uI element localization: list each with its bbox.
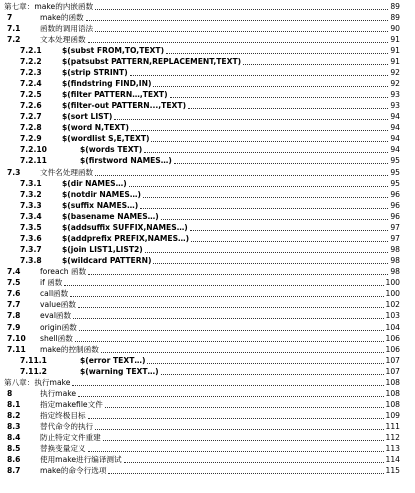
toc-entry-number: 7.11.1 xyxy=(20,355,47,365)
toc-entry-number: 7.6 xyxy=(7,289,21,299)
toc-entry-title: 第八章：执行make xyxy=(4,377,71,387)
toc-entry-number: 8.2 xyxy=(7,411,21,421)
toc-entry[interactable] xyxy=(0,100,415,111)
toc-entry[interactable] xyxy=(0,56,415,67)
toc-entry[interactable] xyxy=(0,399,415,410)
toc-entry-page: 95 xyxy=(390,156,400,166)
dot-leader xyxy=(72,385,383,386)
toc-entry[interactable] xyxy=(0,299,415,310)
dot-leader xyxy=(140,208,388,209)
toc-entry-title: $(dir NAMES…) xyxy=(62,178,127,188)
toc-entry-number: 7 xyxy=(7,12,13,22)
dot-leader xyxy=(243,64,388,65)
toc-entry[interactable] xyxy=(0,410,415,421)
toc-entry-number: 7.2.10 xyxy=(20,145,47,155)
toc-entry[interactable] xyxy=(0,233,415,244)
toc-entry-number: 8.6 xyxy=(7,455,21,465)
toc-entry-page: 108 xyxy=(385,400,400,410)
toc-entry-number: 7.11 xyxy=(7,344,26,354)
toc-entry-number: 8.5 xyxy=(7,444,21,454)
toc-entry-number: 7.3.1 xyxy=(20,178,42,188)
toc-entry-title: $(wordlist S,E,TEXT) xyxy=(62,134,150,144)
dot-leader xyxy=(161,374,384,375)
dot-leader xyxy=(161,219,389,220)
toc-entry[interactable] xyxy=(0,333,415,344)
toc-entry-page: 97 xyxy=(390,233,400,243)
toc-entry-number: 7.3.2 xyxy=(20,189,42,199)
toc-entry-page: 95 xyxy=(390,167,400,177)
toc-entry-title: 防止特定文件重建 xyxy=(40,433,101,443)
toc-entry-number: 7.3.6 xyxy=(20,233,42,243)
toc-entry-title: $(patsubst PATTERN,REPLACEMENT,TEXT) xyxy=(62,56,242,66)
toc-entry-title: $(words TEXT) xyxy=(80,145,143,155)
dot-leader xyxy=(70,296,383,297)
toc-entry-number: 8 xyxy=(7,388,13,398)
toc-entry[interactable] xyxy=(0,432,415,443)
dot-leader xyxy=(101,352,384,353)
toc-entry-page: 112 xyxy=(385,433,400,443)
toc-entry[interactable] xyxy=(0,133,415,144)
toc-entry-page: 91 xyxy=(390,45,400,55)
toc-entry-title: $(sort LIST) xyxy=(62,112,113,122)
toc-entry-number: 7.2.6 xyxy=(20,101,42,111)
dot-leader xyxy=(95,175,388,176)
dot-leader xyxy=(95,31,388,32)
toc-entry-page: 102 xyxy=(385,300,400,310)
toc-entry[interactable] xyxy=(0,277,415,288)
toc-entry-title: 文件名处理函数 xyxy=(40,167,94,177)
toc-entry[interactable] xyxy=(0,310,415,321)
dot-leader xyxy=(103,440,384,441)
dot-leader xyxy=(78,307,384,308)
toc-entry[interactable] xyxy=(0,255,415,266)
toc-entry-page: 100 xyxy=(385,278,400,288)
toc-entry-page: 103 xyxy=(385,311,400,321)
toc-entry-page: 107 xyxy=(385,366,400,376)
toc-entry-number: 7.2.1 xyxy=(20,45,42,55)
toc-entry-title: $(subst FROM,TO,TEXT) xyxy=(62,45,165,55)
dot-leader xyxy=(73,318,383,319)
toc-entry[interactable] xyxy=(0,344,415,355)
toc-entry[interactable] xyxy=(0,155,415,166)
toc-entry-page: 104 xyxy=(385,322,400,332)
dot-leader xyxy=(95,9,388,10)
toc-entry-page: 94 xyxy=(390,112,400,122)
toc-entry-title: $(suffix NAMES…) xyxy=(62,200,139,210)
toc-entry-title: $(error TEXT…) xyxy=(80,355,146,365)
toc-entry[interactable] xyxy=(0,244,415,255)
toc-entry-number: 7.3.8 xyxy=(20,256,42,266)
toc-entry-page: 93 xyxy=(390,101,400,111)
toc-entry-title: $(addprefix PREFIX,NAMES…) xyxy=(62,233,190,243)
toc-entry[interactable] xyxy=(0,167,415,178)
toc-entry-number: 8.7 xyxy=(7,466,21,476)
toc-entry[interactable] xyxy=(0,45,415,56)
dot-leader xyxy=(131,130,388,131)
toc-entry[interactable] xyxy=(0,111,415,122)
toc-entry-page: 91 xyxy=(390,56,400,66)
toc-entry[interactable] xyxy=(0,388,415,399)
toc-entry-title: $(word N,TEXT) xyxy=(62,123,129,133)
toc-entry-number: 7.1 xyxy=(7,23,21,33)
toc-entry-title: 使用make进行编译测试 xyxy=(40,455,122,465)
toc-entry-title: $(firstword NAMES…) xyxy=(80,156,172,166)
toc-entry-page: 89 xyxy=(390,12,400,22)
toc-entry-title: $(basename NAMES…) xyxy=(62,211,159,221)
toc-entry-number: 7.2.7 xyxy=(20,112,42,122)
toc-entry-title: origin函数 xyxy=(40,322,77,332)
toc-entry-title: $(filter PATTERN…,TEXT) xyxy=(62,90,168,100)
toc-entry-page: 92 xyxy=(390,78,400,88)
dot-leader xyxy=(174,163,388,164)
toc-entry-number: 7.11.2 xyxy=(20,366,47,376)
toc-entry-page: 108 xyxy=(385,388,400,398)
toc-entry-number: 7.4 xyxy=(7,267,21,277)
toc-entry-title: 替代命令的执行 xyxy=(40,422,94,432)
toc-entry[interactable] xyxy=(0,421,415,432)
toc-entry-number: 7.2 xyxy=(7,34,21,44)
toc-entry[interactable] xyxy=(0,200,415,211)
toc-entry-title: make的控制函数 xyxy=(40,344,99,354)
toc-entry[interactable] xyxy=(0,465,415,476)
toc-entry-page: 98 xyxy=(390,256,400,266)
toc-entry[interactable] xyxy=(0,454,415,465)
toc-entry[interactable] xyxy=(0,89,415,100)
toc-entry-number: 7.2.11 xyxy=(20,156,47,166)
dot-leader xyxy=(147,363,383,364)
toc-entry-number: 8.4 xyxy=(7,433,21,443)
dot-leader xyxy=(88,274,388,275)
toc-entry-number: 7.3.3 xyxy=(20,200,42,210)
toc-entry-title: $(findstring FIND,IN) xyxy=(62,78,152,88)
toc-entry-title: 文本处理函数 xyxy=(40,34,86,44)
dot-leader xyxy=(88,418,384,419)
toc-entry-number: 7.2.5 xyxy=(20,90,42,100)
toc-entry-page: 91 xyxy=(390,34,400,44)
toc-entry[interactable] xyxy=(0,355,415,366)
toc-entry-number: 7.2.3 xyxy=(20,67,42,77)
toc-entry-page: 89 xyxy=(390,1,400,11)
toc-entry-number: 8.1 xyxy=(7,400,21,410)
toc-entry-number: 7.3.5 xyxy=(20,222,42,232)
toc-entry[interactable] xyxy=(0,322,415,333)
toc-entry-page: 107 xyxy=(385,355,400,365)
toc-entry-title: call函数 xyxy=(40,289,69,299)
toc-entry[interactable] xyxy=(0,144,415,155)
toc-entry-page: 92 xyxy=(390,67,400,77)
toc-entry-page: 106 xyxy=(385,344,400,354)
toc-entry-page: 96 xyxy=(390,211,400,221)
dot-leader xyxy=(143,197,388,198)
dot-leader xyxy=(88,42,389,43)
toc-entry-page: 106 xyxy=(385,333,400,343)
toc-entry-title: shell函数 xyxy=(40,333,73,343)
dot-leader xyxy=(114,119,388,120)
dot-leader xyxy=(130,75,389,76)
toc-entry-page: 93 xyxy=(390,90,400,100)
dot-leader xyxy=(105,407,384,408)
toc-entry[interactable] xyxy=(0,1,415,12)
toc-entry-title: $(filter-out PATTERN...,TEXT) xyxy=(62,101,187,111)
toc-entry-number: 7.9 xyxy=(7,322,21,332)
toc-entry[interactable] xyxy=(0,178,415,189)
toc-entry-number: 7.3 xyxy=(7,167,21,177)
dot-leader xyxy=(108,473,383,474)
dot-leader xyxy=(75,341,384,342)
toc-entry-title: 指定makefile文件 xyxy=(40,400,103,410)
toc-entry-page: 109 xyxy=(385,411,400,421)
dot-leader xyxy=(190,230,389,231)
toc-entry[interactable] xyxy=(0,211,415,222)
dot-leader xyxy=(151,141,388,142)
dot-leader xyxy=(170,97,389,98)
toc-entry[interactable] xyxy=(0,12,415,23)
toc-entry-page: 90 xyxy=(390,23,400,33)
toc-entry-title: make的函数 xyxy=(40,12,84,22)
toc-entry-number: 7.10 xyxy=(7,333,26,343)
toc-entry-number: 7.2.2 xyxy=(20,56,42,66)
toc-entry-title: $(addsuffix SUFFIX,NAMES…) xyxy=(62,222,188,232)
toc-entry-title: $(join LIST1,LIST2) xyxy=(62,245,143,255)
toc-entry-number: 8.3 xyxy=(7,422,21,432)
toc-entry-number: 7.2.8 xyxy=(20,123,42,133)
toc-entry-page: 94 xyxy=(390,145,400,155)
dot-leader xyxy=(129,186,389,187)
toc-entry-number: 7.5 xyxy=(7,278,21,288)
dot-leader xyxy=(88,451,384,452)
toc-entry-number: 7.8 xyxy=(7,311,21,321)
toc-entry[interactable] xyxy=(0,23,415,34)
toc-entry-page: 111 xyxy=(385,422,400,432)
toc-entry[interactable] xyxy=(0,366,415,377)
dot-leader xyxy=(144,152,388,153)
toc-entry[interactable] xyxy=(0,377,415,388)
dot-leader xyxy=(188,108,388,109)
toc-entry[interactable] xyxy=(0,266,415,277)
toc-entry[interactable] xyxy=(0,288,415,299)
dot-leader xyxy=(166,53,388,54)
toc-entry-title: $(notdir NAMES…) xyxy=(62,189,141,199)
toc-entry-title: value函数 xyxy=(40,300,76,310)
dot-leader xyxy=(153,86,388,87)
toc-entry-number: 7.2.9 xyxy=(20,134,42,144)
dot-leader xyxy=(86,20,389,21)
dot-leader xyxy=(153,263,388,264)
toc-entry-title: $(warning TEXT…) xyxy=(80,366,159,376)
toc-entry-page: 115 xyxy=(385,466,400,476)
dot-leader xyxy=(145,252,389,253)
toc-entry-page: 114 xyxy=(385,455,400,465)
toc-entry-title: 指定终极目标 xyxy=(40,411,86,421)
toc-entry[interactable] xyxy=(0,443,415,454)
toc-entry-page: 97 xyxy=(390,222,400,232)
toc-entry-page: 94 xyxy=(390,123,400,133)
toc-entry-page: 100 xyxy=(385,289,400,299)
toc-entry[interactable] xyxy=(0,122,415,133)
dot-leader xyxy=(79,330,384,331)
toc-entry-number: 7.2.4 xyxy=(20,78,42,88)
toc-entry-title: 执行make xyxy=(40,388,77,398)
toc-entry[interactable] xyxy=(0,189,415,200)
toc-entry[interactable] xyxy=(0,67,415,78)
toc-entry-title: 函数的调用语法 xyxy=(40,23,94,33)
toc-entry-title: foreach 函数 xyxy=(40,267,87,277)
toc-entry-title: 替换变量定义 xyxy=(40,444,86,454)
toc-entry-title: if 函数 xyxy=(40,278,63,288)
dot-leader xyxy=(124,462,384,463)
toc-entry-page: 113 xyxy=(385,444,400,454)
toc-entry-page: 108 xyxy=(385,377,400,387)
toc-entry-page: 98 xyxy=(390,245,400,255)
toc-entry-page: 95 xyxy=(390,178,400,188)
dot-leader xyxy=(78,396,383,397)
toc-entry-number: 7.7 xyxy=(7,300,21,310)
toc-entry-title: $(strip STRINT) xyxy=(62,67,128,77)
toc-entry-page: 96 xyxy=(390,200,400,210)
toc-entry-title: $(wildcard PATTERN) xyxy=(62,256,152,266)
toc-entry[interactable] xyxy=(0,222,415,233)
toc-entry-number: 7.3.4 xyxy=(20,211,42,221)
dot-leader xyxy=(191,241,388,242)
toc-entry[interactable] xyxy=(0,78,415,89)
toc-entry-page: 98 xyxy=(390,267,400,277)
dot-leader xyxy=(95,429,383,430)
toc-entry-title: make的命令行选项 xyxy=(40,466,107,476)
toc-entry-page: 96 xyxy=(390,189,400,199)
toc-entry-page: 94 xyxy=(390,134,400,144)
toc-entry-title: 第七章：make的内嵌函数 xyxy=(4,1,94,11)
toc-entry-number: 7.3.7 xyxy=(20,245,42,255)
dot-leader xyxy=(64,285,383,286)
toc-entry-title: eval函数 xyxy=(40,311,72,321)
toc-entry[interactable] xyxy=(0,34,415,45)
